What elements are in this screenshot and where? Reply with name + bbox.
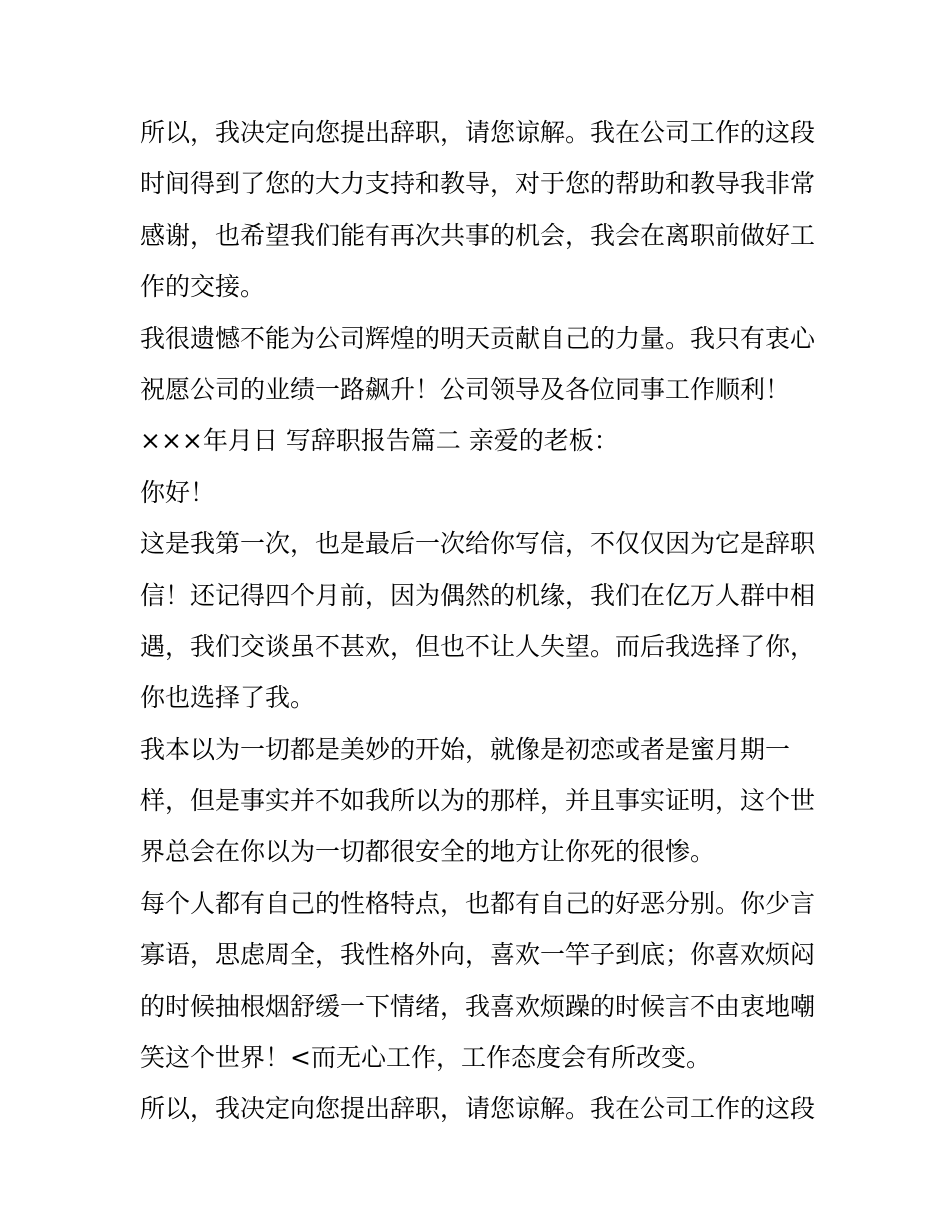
text-line: 的时候抽根烟舒缓一下情绪，我喜欢烦躁的时候言不由衷地嘲 (140, 991, 816, 1021)
text-line: 遇，我们交谈虽不甚欢，但也不让人失望。而后我选择了你， (140, 631, 816, 661)
text-line: 我本以为一切都是美妙的开始，就像是初恋或者是蜜月期一 (140, 734, 791, 764)
text-line: 寡语，思虑周全，我性格外向，喜欢一竿子到底；你喜欢烦闷 (140, 940, 816, 970)
text-line: 这是我第一次，也是最后一次给你写信，不仅仅因为它是辞职 (140, 529, 816, 559)
text-line: 信！还记得四个月前，因为偶然的机缘，我们在亿万人群中相 (140, 580, 816, 610)
text-line: 所以，我决定向您提出辞职，请您谅解。我在公司工作的这段 (140, 118, 816, 147)
text-line: 我很遗憾不能为公司辉煌的明天贡献自己的力量。我只有衷心 (140, 323, 816, 353)
text-line: ×××年月日 写辞职报告篇二 亲爱的老板： (140, 426, 619, 456)
text-line: 每个人都有自己的性格特点，也都有自己的好恶分别。你少言 (140, 888, 816, 918)
text-line: 你也选择了我。 (140, 683, 316, 713)
text-line: 所以，我决定向您提出辞职，请您谅解。我在公司工作的这段 (140, 1094, 816, 1124)
text-line: 界总会在你以为一切都很安全的地方让你死的很惨。 (140, 837, 716, 867)
text-line: 时间得到了您的大力支持和教导，对于您的帮助和教导我非常 (140, 169, 816, 199)
text-line: 样，但是事实并不如我所以为的那样，并且事实证明，这个世 (140, 786, 816, 816)
text-line: 作的交接。 (140, 272, 266, 302)
text-line: 祝愿公司的业绩一路飙升！公司领导及各位同事工作顺利！ (140, 374, 791, 404)
text-line: 感谢，也希望我们能有再次共事的机会，我会在离职前做好工 (140, 220, 816, 250)
text-line: 你好！ (140, 477, 216, 507)
document-body (140, 107, 820, 1135)
text-line: 笑这个世界！<而无心工作，工作态度会有所改变。 (140, 1043, 711, 1073)
